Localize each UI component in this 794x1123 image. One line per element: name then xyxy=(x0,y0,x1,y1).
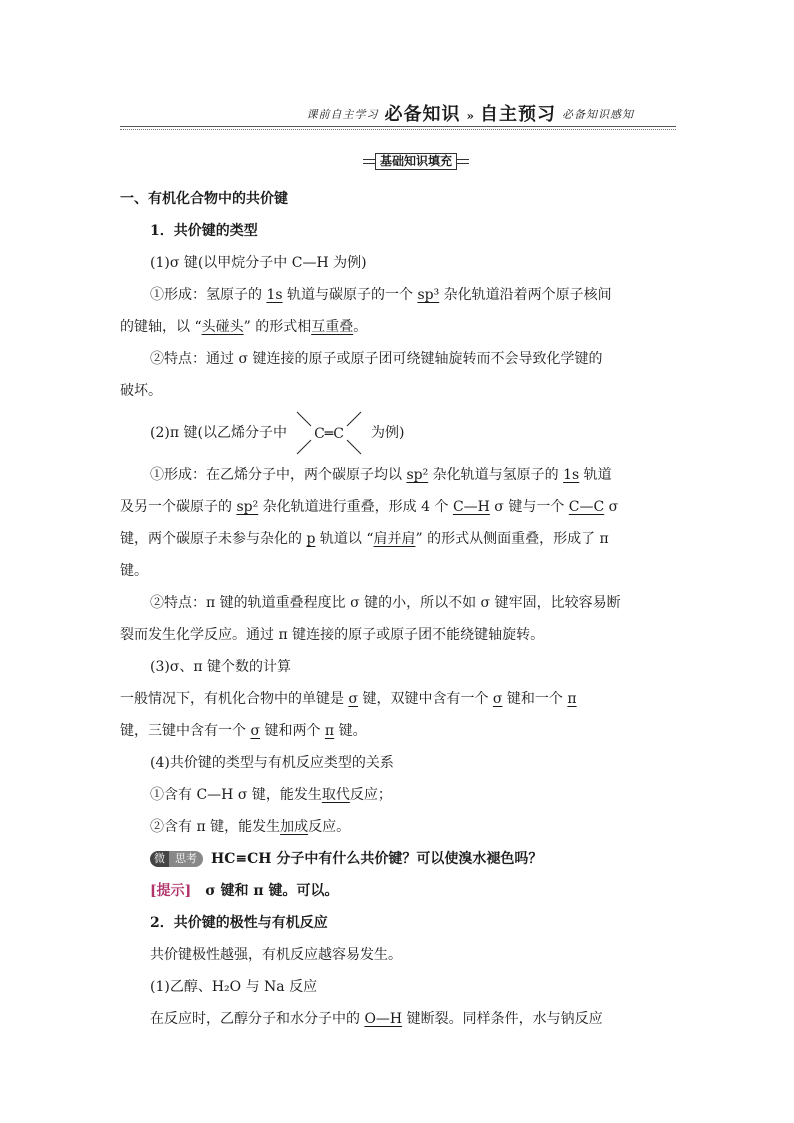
ethylene-structure-icon xyxy=(291,408,367,458)
header-text xyxy=(307,100,635,126)
ethylene-formula: C═C xyxy=(314,426,344,442)
blank-answer: sp² xyxy=(236,499,259,515)
blank-answer: 互重叠 xyxy=(311,319,354,335)
blank-answer: C—H xyxy=(452,499,490,515)
blank-answer: sp² xyxy=(406,467,429,483)
header-title-a: 必备知识 xyxy=(384,104,461,125)
blank-answer: O—H xyxy=(364,1011,403,1027)
think-question xyxy=(120,843,676,875)
pi-formation-line-3: 键，两个碳原子未参与杂化的 p 轨道以 “肩并肩” 的形式从侧面重叠，形成了 π xyxy=(120,531,609,547)
bond-count-line-1: 一般情况下，有机化合物中的单键是 σ 键，双键中含有一个 σ 键和一个 π xyxy=(120,691,577,707)
box-left-bar xyxy=(363,159,375,164)
blank-answer: sp³ xyxy=(417,287,440,303)
blank-answer: C—C xyxy=(568,499,605,515)
bond-reaction-line-1: ①含有 C—H σ 键，能发生取代反应； xyxy=(150,787,392,803)
sigma-formation-line-2: 的键轴，以 “头碰头” 的形式相互重叠。 xyxy=(120,319,368,335)
blank-answer: 1s xyxy=(266,287,283,303)
double-chevron-icon: » xyxy=(466,109,474,123)
sigma-formation-line-1: ①形成：氢原子的 1s 轨道与碳原子的一个 sp³ 杂化轨道沿着两个原子核间 xyxy=(150,287,612,303)
pi-formation-line-4: 键。 xyxy=(120,563,148,579)
header-title-b: 自主预习 xyxy=(480,104,556,125)
heading-1: 一、有机化合物中的共价键 xyxy=(120,191,288,207)
blank-answer: 肩并肩 xyxy=(373,531,416,547)
blank-answer: 1s xyxy=(563,467,580,483)
sigma-feature-line-2: 破坏。 xyxy=(120,383,162,399)
pi-formation-line-2: 及另一个碳原子的 sp² 杂化轨道进行重叠，形成 4 个 C—H σ 键与一个 C—C σ xyxy=(120,499,619,515)
sigma-bond-title: (1)σ 键(以甲烷分子中 C—H 为例) xyxy=(150,255,367,271)
hint-answer xyxy=(120,875,676,907)
pi-feature-line-2: 裂而发生化学反应。通过 π 键连接的原子或原子团不能绕键轴旋转。 xyxy=(120,627,545,643)
heading-1-2: 2．共价键的极性与有机反应 xyxy=(150,915,328,931)
header-left-small: 课前自主学习 xyxy=(306,108,379,121)
blank-answer: σ xyxy=(492,691,503,707)
blank-answer: 头碰头 xyxy=(201,319,244,335)
bond-reaction-title: (4)共价键的类型与有机反应类型的关系 xyxy=(150,755,394,771)
pi-feature-line-1: ②特点：π 键的轨道重叠程度比 σ 键的小，所以不如 σ 键牢固，比较容易断 xyxy=(150,595,621,611)
blank-answer: 加成 xyxy=(280,819,309,835)
blank-answer: π xyxy=(567,691,577,707)
blank-answer: σ xyxy=(348,691,359,707)
page-header xyxy=(120,100,676,130)
ethanol-water-title: (1)乙醇、H₂O 与 Na 反应 xyxy=(150,979,318,995)
header-dotted-rule xyxy=(120,129,676,130)
polarity-line: 共价键极性越强，有机反应越容易发生。 xyxy=(150,947,402,963)
box-right-bar xyxy=(457,159,469,164)
think-question-text: HC≡CH 分子中有什么共价键？可以使溴水褪色吗？ xyxy=(211,851,543,867)
hint-text: σ 键和 π 键。可以。 xyxy=(205,883,339,899)
bond-count-title: (3)σ、π 键个数的计算 xyxy=(150,659,292,675)
sigma-feature-line-1: ②特点：通过 σ 键连接的原子或原子团可绕键轴旋转而不会导致化学键的 xyxy=(150,351,603,367)
ethanol-water-line-1: 在反应时，乙醇分子和水分子中的 O—H 键断裂。同样条件，水与钠反应 xyxy=(150,1011,603,1027)
heading-1-1: 1．共价键的类型 xyxy=(150,223,258,239)
header-rule xyxy=(120,126,676,127)
blank-answer: p xyxy=(306,531,316,547)
section-box-title xyxy=(352,152,480,170)
pi-formation-line-1: ①形成：在乙烯分子中，两个碳原子均以 sp² 杂化轨道与氢原子的 1s 轨道 xyxy=(150,467,612,483)
header-right-small: 必备知识感知 xyxy=(562,108,634,121)
bond-reaction-line-2: ②含有 π 键，能发生加成反应。 xyxy=(150,819,351,835)
blank-answer: π xyxy=(324,723,335,739)
blank-answer: 取代 xyxy=(321,787,350,803)
think-badge-icon: 微 思考 xyxy=(150,851,203,867)
pi-bond-title: (2)π 键(以乙烯分子中 C═C 为例) xyxy=(120,407,676,459)
bond-count-line-2: 键，三键中含有一个 σ 键和两个 π 键。 xyxy=(120,723,367,739)
blank-answer: σ xyxy=(250,723,261,739)
document-body xyxy=(120,183,676,1035)
section-box-label: 基础知识填充 xyxy=(375,153,457,170)
hint-label: [提示] xyxy=(150,883,192,899)
